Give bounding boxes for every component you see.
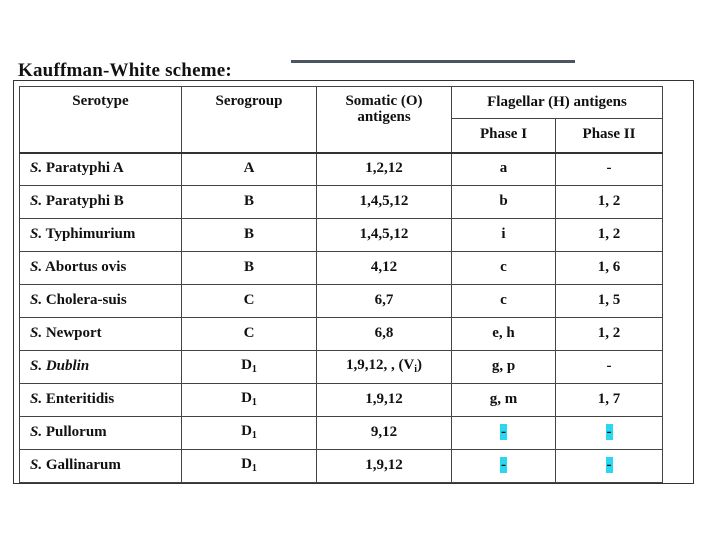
- phase2-value: -: [606, 160, 612, 177]
- cell-serotype: [20, 417, 182, 450]
- phase2-value: 1, 6: [597, 259, 621, 276]
- serogroup-value: D: [241, 390, 252, 407]
- serotype-name: Dublin: [45, 358, 90, 375]
- cell-phase2: [556, 318, 663, 351]
- cell-somatic: [317, 186, 452, 219]
- genus-label: S.: [30, 391, 43, 408]
- cell-somatic: [317, 417, 452, 450]
- serogroup-subscript: 1: [251, 364, 257, 376]
- table-row: [20, 153, 663, 186]
- cell-phase1: [452, 384, 556, 417]
- genus-label: S.: [30, 457, 43, 474]
- phase1-value: c: [500, 292, 507, 309]
- cell-somatic: [317, 153, 452, 186]
- serotype-name: Paratyphi A: [45, 160, 124, 177]
- table-row: [20, 318, 663, 351]
- serogroup-value: B: [243, 193, 254, 210]
- table-body: [20, 153, 663, 483]
- somatic-subscript: i: [414, 364, 418, 376]
- cell-serogroup: [182, 186, 317, 219]
- cell-phase2: [556, 153, 663, 186]
- cell-phase1: [452, 252, 556, 285]
- cell-serogroup: [182, 219, 317, 252]
- cell-phase1: [452, 285, 556, 318]
- serotype-name: Cholera-suis: [45, 292, 127, 309]
- cell-somatic: [317, 252, 452, 285]
- cell-serotype: [20, 351, 182, 384]
- cell-somatic: [317, 351, 452, 384]
- cell-phase2: [556, 417, 663, 450]
- phase2-value: 1, 2: [597, 226, 621, 243]
- serogroup-subscript: 1: [251, 430, 257, 442]
- cell-serogroup: [182, 417, 317, 450]
- phase1-value: g, p: [491, 358, 516, 375]
- header-phase1: Phase I: [452, 119, 556, 153]
- cell-phase2: [556, 252, 663, 285]
- serotype-name: Gallinarum: [45, 457, 121, 474]
- cell-serotype: [20, 384, 182, 417]
- serotype-name: Paratyphi B: [45, 193, 124, 210]
- somatic-value: 1,4,5,12: [359, 226, 409, 243]
- title-rule: [291, 60, 575, 63]
- phase2-value: 1, 5: [597, 292, 621, 309]
- cell-serogroup: [182, 285, 317, 318]
- somatic-value: 9,12: [370, 424, 398, 441]
- serotype-name: Newport: [45, 325, 102, 342]
- phase1-value: g, m: [489, 391, 518, 408]
- cell-phase1: [452, 417, 556, 450]
- header-somatic-line2: antigens: [357, 108, 411, 125]
- phase1-value: e, h: [492, 325, 515, 342]
- table-row: [20, 417, 663, 450]
- somatic-value: 1,9,12: [365, 457, 403, 474]
- cell-phase1: [452, 153, 556, 186]
- cell-serotype: [20, 285, 182, 318]
- cell-phase1: [452, 219, 556, 252]
- cell-serogroup: [182, 450, 317, 483]
- kauffman-white-table: [19, 86, 663, 483]
- genus-label: S.: [30, 358, 43, 375]
- cell-somatic: [317, 384, 452, 417]
- genus-label: S.: [30, 226, 43, 243]
- header-somatic: [317, 87, 452, 153]
- cell-serotype: [20, 252, 182, 285]
- serotype-name: Enteritidis: [45, 391, 115, 408]
- cell-serogroup: [182, 351, 317, 384]
- serogroup-value: A: [243, 160, 255, 177]
- table-row: [20, 450, 663, 483]
- header-phase2: Phase II: [556, 119, 663, 153]
- genus-label: S.: [30, 160, 43, 177]
- serogroup-value: C: [243, 325, 255, 342]
- genus-label: S.: [30, 424, 43, 441]
- serogroup-value: D: [241, 357, 252, 374]
- somatic-value: 1,2,12: [365, 160, 403, 177]
- serotype-name: Pullorum: [45, 424, 107, 441]
- somatic-value: 1,9,12, , (V: [345, 357, 415, 374]
- serogroup-subscript: 1: [251, 397, 257, 409]
- cell-serotype: [20, 318, 182, 351]
- page-heading: Kauffman-White scheme:: [18, 60, 232, 81]
- table-row: [20, 384, 663, 417]
- phase1-value: b: [499, 193, 508, 210]
- cell-phase2: [556, 384, 663, 417]
- serogroup-value: D: [241, 423, 252, 440]
- cell-phase1: [452, 318, 556, 351]
- table-row: [20, 219, 663, 252]
- cell-serotype: [20, 450, 182, 483]
- somatic-value: 4,12: [370, 259, 398, 276]
- header-serotype: Serotype: [20, 87, 182, 153]
- table-row: [20, 186, 663, 219]
- cell-serotype: [20, 219, 182, 252]
- cell-phase2: [556, 285, 663, 318]
- serotype-name: Abortus ovis: [45, 259, 127, 276]
- cell-serogroup: [182, 318, 317, 351]
- serotype-name: Typhimurium: [45, 226, 136, 243]
- somatic-tail: ): [417, 357, 423, 374]
- cell-somatic: [317, 285, 452, 318]
- phase2-value: -: [606, 424, 612, 441]
- phase1-value: i: [501, 226, 506, 243]
- phase2-value: 1, 2: [597, 325, 621, 342]
- genus-label: S.: [30, 193, 43, 210]
- cell-phase1: [452, 186, 556, 219]
- cell-somatic: [317, 219, 452, 252]
- phase1-value: a: [499, 160, 508, 177]
- somatic-value: 1,9,12: [365, 391, 403, 408]
- cell-phase2: [556, 351, 663, 384]
- genus-label: S.: [30, 325, 43, 342]
- cell-serogroup: [182, 252, 317, 285]
- serogroup-subscript: 1: [251, 463, 257, 475]
- cell-phase2: [556, 450, 663, 483]
- serogroup-value: D: [241, 456, 252, 473]
- table-row: [20, 351, 663, 384]
- cell-serotype: [20, 186, 182, 219]
- cell-phase1: [452, 450, 556, 483]
- phase2-value: 1, 2: [597, 193, 621, 210]
- cell-somatic: [317, 450, 452, 483]
- genus-label: S.: [30, 292, 43, 309]
- somatic-value: 6,8: [374, 325, 394, 342]
- cell-serotype: [20, 153, 182, 186]
- phase1-value: c: [500, 259, 507, 276]
- phase1-value: -: [501, 457, 506, 474]
- cell-serogroup: [182, 153, 317, 186]
- serogroup-value: C: [243, 292, 255, 309]
- cell-phase2: [556, 219, 663, 252]
- cell-phase2: [556, 186, 663, 219]
- serogroup-value: B: [243, 259, 254, 276]
- header-serogroup: Serogroup: [182, 87, 317, 153]
- somatic-value: 6,7: [374, 292, 394, 309]
- header-somatic-line1: Somatic (O): [345, 93, 423, 109]
- phase2-value: -: [606, 358, 612, 375]
- cell-phase1: [452, 351, 556, 384]
- table-row: [20, 285, 663, 318]
- header-flagellar: Flagellar (H) antigens: [452, 87, 663, 119]
- phase2-value: -: [606, 457, 612, 474]
- genus-label: S.: [30, 259, 43, 276]
- somatic-value: 1,4,5,12: [359, 193, 409, 210]
- table-row: [20, 252, 663, 285]
- phase1-value: -: [501, 424, 506, 441]
- cell-somatic: [317, 318, 452, 351]
- serogroup-value: B: [243, 226, 254, 243]
- phase2-value: 1, 7: [597, 391, 621, 408]
- cell-serogroup: [182, 384, 317, 417]
